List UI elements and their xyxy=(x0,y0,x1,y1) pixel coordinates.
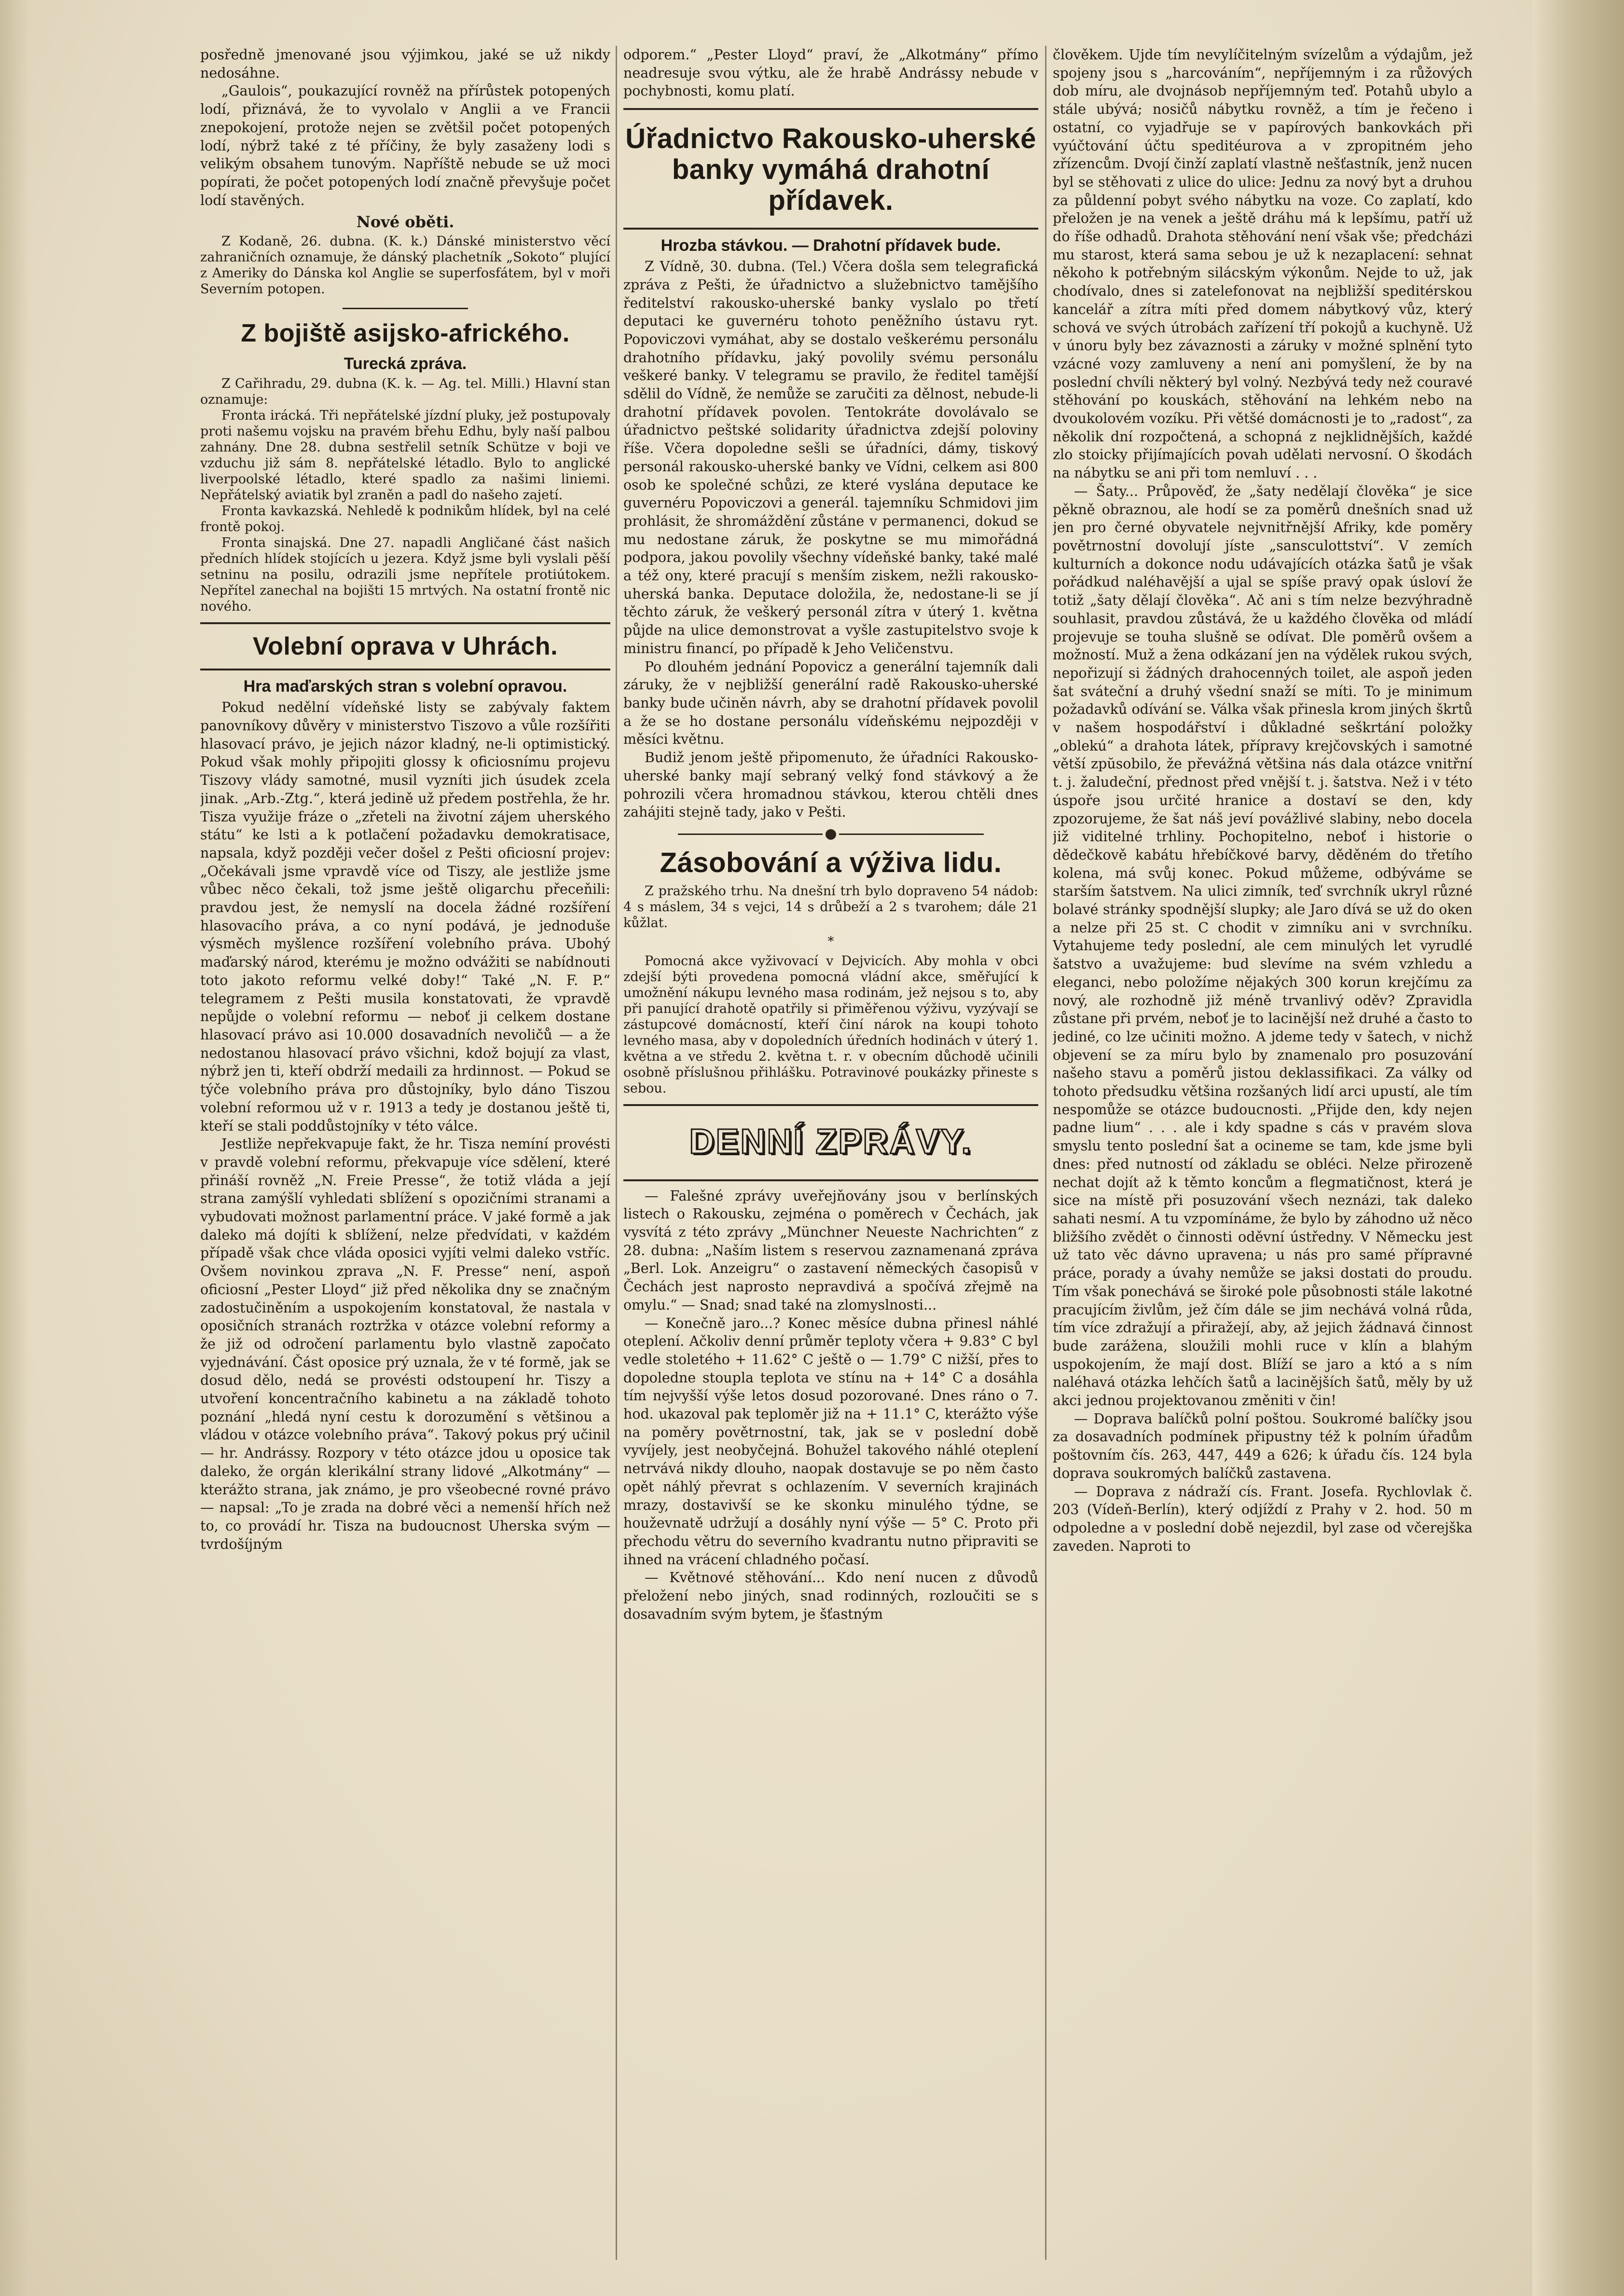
headline-box-uradnictvo xyxy=(623,108,1038,230)
doprava-nadrazi-item: — Doprava z nádraží cís. Frant. Josefa. Rychlovlak č. 203 (Vídeň-Berlín), který odjíždí z Prahy v 2. hod. 50 m odpoledne a v poslední době nejezdil, byl zase od včerejška zaveden. Naproti to xyxy=(1053,1483,1473,1554)
volebni-paragraph-1: Pokud nedělní vídeňské listy se zabývaly faktem panovníkovy důvěry v ministerstvo Tiszovo a vůle rozšířiti hlasovací právo, je jejich názor kladný, ne-li optimistický. Pokud však mohly připojiti glossy k oficiosnímu projevu Tiszovy vlády samotné, musil vyzníti jich úsudek zcela jinak. „Arb.-Ztg.“, která jedině už předem postřehla, že hr. Tisza využije fráze o „zřeteli na životní zájem uherského státu“ ke lsti a k potlačení požadavku demokratisace, napsala, když později večer došel z Pešti oficiosní projev: „Očekávali jsme vpravdě více od Tiszy, ale jestliže jsme vůbec něco čekali, tož jsme ještě oligarchu přeceňili: pravdou jest, že nemyslí na docela žádné rozšíření hlasovacího práva, a co nyní podává, je jednoduše výsměch myšlence rozšíření volebního práva. Ubohý maďarský národ, kterému je možno odvážiti se nabídnouti toto jakoto reformu velké doby!“ Také „N. F. P.“ telegramem z Pešti musila konstatovati, že vpravdě nepůjde o volební reformu — neboť ji celkem dostane hlasovací právo asi 10.000 dosavadních nevoličů — a že nedostanou hlasovací právo všichni, kdož bojují za vlast, nýbrž jen ti, kteří obdrží medaili za hrdinnost. — Pokud se týče volebního práva pro důstojníky, bylo dáno Tiszou volební reformou už v r. 1913 a tedy je dostanou ještě ti, kteří se stali poddůstojníky v této válce. xyxy=(200,699,610,1134)
column-1 xyxy=(200,46,610,2245)
column-3 xyxy=(1053,46,1473,2245)
headline-bojiste: Z bojiště asijsko-afrického. xyxy=(241,319,570,348)
konecne-jaro-item: — Konečně jaro...? Konec měsíce dubna přinesl náhlé oteplení. Ačkoliv denní průměr teploty včera + 9.83° C byl vedle stoletého + 11.62° C ještě o — 1.79° C nižší, přes to dopoledne stoupla teplota ve stínu na + 14° C a dosáhla tím nejvyšší výše letos dosud pozorované. Dnes ráno o 7. hod. ukazoval pak teploměr již na + 11.1° C, kterážto výše na poměry povětrnostní, tak, jak se v poslední době vyvíjely, jest neobyčejná. Bohužel takového náhlé oteplení netrvává nikdy dlouho, naopak dostavuje se po něm často opět náhlý převrat s ochlazením. V severních krajinách mrazy, dostavivší se ke skonku minulého týdne, se houževnatě udržují a dosáhly nyní výše — 5° C. Proto při přechodu větru do severního kvadrantu nutno připraviti se ihned na vrácení chladného počasí. xyxy=(623,1315,1038,1568)
subheading-nove-obeti: Nové oběti. xyxy=(356,213,454,232)
subheading-hrozba-stavkou: Hrozba stávkou. — Drahotní přídavek bude. xyxy=(661,236,1001,255)
page-binding-edge xyxy=(1532,0,1624,2296)
gaulois-paragraph: „Gaulois“, poukazující rovněž na přírůstek potopených lodí, přiznává, že to vyvolalo v Anglii a ve Francii znepokojení, protože nejen se zvětšil počet potopených lodí, nýbrž také z té příčiny, že byly zasaženy lodi s velikým obsahem tunovým. Napříště nebude se už moci popírati, že počet potopených lodí značně převyšuje počet lodí stavěných. xyxy=(200,83,610,208)
banka-paragraph-2: Po dlouhém jednání Popovicz a generální tajemník dali záruky, že v nejbližší generální radě Rakousko-uherské banky bude učiněn návrh, aby se drahotní přídavek povolil a že se ho dostane personálu vídeňskému nejpozději v měsíci květnu. xyxy=(623,658,1038,748)
subheading-hra-stran: Hra maďarských stran s volební opravou. xyxy=(243,677,567,696)
kvetnove-stehovani-item: — Květnové stěhování... Kdo není nucen z důvodů přeložení nebo jiných, snad rodinných, rozloučiti se s dosavadním svým bytem, je šťastným xyxy=(623,1570,1038,1622)
asterisk-separator: * xyxy=(827,934,834,949)
article-continuation-text: posředně jmenované jsou výjimkou, jaké se už nikdy nedosáhne. xyxy=(200,47,610,81)
banner-box-denni-zpravy xyxy=(623,1104,1038,1181)
fronta-kavkazska: Fronta kavkazská. Nehledě k podnikům hlídek, byl na celé frontě pokoj. xyxy=(200,504,610,535)
kodan-report: Z Kodaně, 26. dubna. (K. k.) Dánské ministerstvo věcí zahraničních oznamuje, že dánský plachetník „Sokoto“ plující z Ameriky do Dánska kol Anglie se superfosfátem, byl v moři Severním potopen. xyxy=(200,234,610,297)
stehovani-continuation: člověkem. Ujde tím nevylíčitelným svízelům a výdajům, jež spojeny jsou s „harcováním“, nepříjemným i za růžových dob míru, ale dvojnásob nepříjemným teď. Potahů ubylo a stále ubývá; nosičů nábytku rovněž, a tím je řečeno i ostatní, co vyjadřuje se v papírových bankovkách při vyúčtování účtu speditéurova a v zpropitném jeho zřízencům. Dvojí činží zaplatí vlastně nešťastník, jenž nucen byl se stěhovati z ulice do ulice: Jednu za nový byt a druhou za půldenní pobyt svého nábytku na voze. Co zaplatí, kdo přeložen je na venek a ještě dráhu má k lepšímu, patří už do říše odhadů. Drahota stěhování není však vše; předcházi mu starost, která sama sebou je už k nezaplacení: sehnat někoho k potřebným silácským výkonům. Nejde to už, jak chodívalo, dnes si zatelefonovat na nejbližší speditérskou kancelář a zítra míti před domem nábytkový vůz, který schová ve svých útrobách zařízení tří pokojů a kuchyně. Už v únoru byly bez závaznosti a záruky v možné splnění tyto vzácné vozy zamluveny a není ani pomyšlení, že by na poslední chvíli některý byl volný. Nezbývá tedy než couravé stěhování po kouskách, stěhování na lehkém nebo na dvoukolovém vozíku. Při většé domácnosti je to „radost“, za několik dní rozpočtená, a schopná z nejklidnějších, každé zlo stoicky přijímajících povah udělati nervosní. O škodách na nábytku se ani při tom nemluví . . . xyxy=(1053,47,1473,481)
banka-paragraph-1: Z Vídně, 30. dubna. (Tel.) Včera došla sem telegrafická zpráva z Pešti, že úřadnictvo a služebnictvo tamějšího ředitelství rakousko-uherské banky vyslalo po třetí deputaci ke guvernéru tohoto peněžního ústavu ryt. Popoviczovi vymáhat, aby se dostalo veškerému personálu drahotního přídavku, jaký povolily svému personálu veškeré banky. V telegramu se pravilo, že ředitel tamější sdělil do Vídně, že nemůže se zaručiti za dělnost, nebude-li drahotní přídavek povolen. Tentokráte dovolávalo se úřadnictvo peštské solidarity úřadnictva zdejší poloviny říše. Včera dopoledne sešli se úřadníci, dámy, tiskový personál rakousko-uherské banky ve Vídni, celkem asi 800 osob ke společné schůzi, ze které vyslána deputace ke guvernéru Popoviczovi a generál. tajemníku Schmidovi jim prohlásit, že shromáždění zůstáne v permanenci, dokud se mu nedostane záruk, že poskytne se mu mimořádná podpora, jakou povolily všechny vídeňské banky, také malé a též ony, které pracují s menším ziskem, nežli rakousko-uherská banka. Deputace doložila, že, nedostane-li se jí těchto záruk, že veškerý personál zítra v úterý 1. května půjde na ulice demonstrovat a vyšle zastupitelstvo svoje k ministru financí, po případě k Jeho Veličenstvu. xyxy=(623,259,1038,656)
headline-volebni-oprava: Volební oprava v Uhrách. xyxy=(252,632,558,661)
headline-zasobovani: Zásobování a výživa lidu. xyxy=(660,847,1002,878)
column-rule-right xyxy=(1045,46,1046,2260)
doprava-balicku-item: — Doprava balíčků polní poštou. Soukromé balíčky jsou za dosavadních podmínek připustny též k polním úřadům poštovním čís. 263, 447, 449 a 626; k úřadu čís. 124 byla doprava soukromých balíčků zastavena. xyxy=(1053,1410,1473,1481)
column-2 xyxy=(623,46,1038,2245)
pester-lloyd-continuation: odporem.“ „Pester Lloyd“ praví, že „Alkotmány“ přímo neadresuje svou výtku, ale že hrabě Andrássy nebude v pochybnosti, komu platí. xyxy=(623,47,1038,99)
subheading-turecka-zprava: Turecká zpráva. xyxy=(344,355,467,373)
banka-paragraph-3: Budiž jenom ještě připomenuto, že úřadníci Rakousko-uherské banky mají sebraný velký fond stávkový a že pohrozili včera hromadnou stávkou, kterou chtěli dnes zahájiti stejně tady, jako v Pešti. xyxy=(623,750,1038,820)
falesne-zpravy-item: — Falešné zprávy uveřejňovány jsou v berlínských listech o Rakousku, zejména o poměrech v Čechách, jak vysvítá z této zprávy „Münchner Neueste Nachrichten“ z 28. dubna: „Naším listem s reservou zaznamenaná zpráva „Berl. Lok. Anzeigru“ o zastavení německých časopisů v Čechách jest naprosto nepravdivá a spočívá zřejmě na omylu.“ — Snad; snad také na zlomyslnosti... xyxy=(623,1188,1038,1313)
fronta-sinajska: Fronta sinajská. Dne 27. napadli Angličané část našich předních hlídek stojících u jezera. Když jsme byli vyslali pěší setninu na posilu, odrazili jsme nepřítele protiútokem. Nepřítel zanechal na bojišti 15 mrtvých. Na ostatní frontě nic nového. xyxy=(200,535,610,615)
page-fold-shadow xyxy=(0,0,29,2296)
separator-rule xyxy=(343,308,468,309)
banner-denni-zpravy: DENNÍ ZPRÁVY. xyxy=(689,1122,973,1161)
carihrad-dateline: Z Cařihradu, 29. dubna (K. k. — Ag. tel. Milli.) Hlavní stan oznamuje: xyxy=(200,376,610,408)
volebni-paragraph-2: Jestliže nepřekvapuje fakt, že hr. Tisza nemíní provésti v pravdě volební reformu, překvapuje více sdělení, které přináší rovněž „N. Freie Presse“, že totiž vláda a její strana zamýšlí vyhledati sblížení s opozičními stranami a vybudovati možnost parlamentní práce. V jaké formě a jak daleko má dojíti k sblížení, nelze předvídati, v každém případě však chce vláda oposici vyjíti velmi daleko vstříc. Ovšem novinkou zprava „N. F. Presse“ není, aspoň oficiosní „Pester Lloyd“ již před několika dny se značným zadostučiněním a uspokojením konstatoval, že nastala v oposičních stranách roztržka v otázce volební reformy a že již od odročení parlamentu bylo vlastně započato vyjednávání. Část oposice prý uznala, že v té formě, jak se dosud dělo, nedá se provésti odstoupení hr. Tiszy a utvoření koncentračního kabinetu a na základě tohoto poznání „hledá nyní cestu k dorozumění s většinou a vládou v otázce volebního práva“. Takový pokus prý učinil — hr. Andrássy. Rozpory v této otázce jdou u oposice tak daleko, že orgán klerikální strany lidové „Alkotmány“ — kterážto strana, jak známo, je pro všeobecné rovné právo — napsal: „To je zrada na dobré věci a nemenší hřích než to, co provádí hr. Tisza na budoucnost Uherska svým — tvrdošíjným xyxy=(200,1136,610,1552)
prazsky-trh-report: Z pražského trhu. Na dnešní trh bylo dopraveno 54 nádob: 4 s máslem, 34 s vejci, 14 s drůbeží a 2 s tvarohem; dále 21 kůžlat. xyxy=(623,883,1038,930)
column-rule-left xyxy=(616,46,617,2260)
headline-box-volebni xyxy=(200,622,610,670)
saty-item: — Šaty... Průpověď, že „šaty nedělají člověka“ je sice pěkně obraznou, ale hodí se za poměrů dnešních snad už jen pro černé obyvatele nejvnitřnější Afriky, kde poměry povětrnostní dovolují jíste „sansculottství“. V zemích kulturních a dokonce nodu udávajících otázka šatů je však pořádkud naléhavější a ujal se spíše pravý opak úsloví že totiž „šaty dělají člověka“. Ač ani s tím nelze bezvýhradně souhlasit, pravdou zůstává, že u každého člověka od mládí projevuje se touha slušně se odívat. Dle poměrů ovšem a možností. Muž a žena odkázaní jen na výdělek rukou svých, nepořizují si žádných drahocenných toilet, ale aspoň jeden šat sváteční a druhý všední snaží se míti. To je minimum požadavků odívání se. Válka však přinesla krom jiných škrtů v našem hospodářství i důkladné seškrtání položky „oblekú“ a drahota látek, přípravy krejčovských i samotné větší zpŭsobilo, že převážná většina nás dala otázce vnitřní t. j. žaludeční, přednost před vnější t. j. šatstva. Než i v této úspoře jsou určité hranice a dostaví se den, kdy zpozorujeme, že šat náš jeví povážlivé slabiny, nebo docela již viditelné trhliny. Pochopitelno, neboť i historie o dědečkově kabátu hřebíčkové barvy, děděném do třetího kolena, má svůj konec. Pokud můžeme, odbýváme se starším šatstvem. Na ulici zimník, teď svrchník ukryl různé bolavé stránky spodnější slupky; ale Jaro dívá se už do oken a nelze při 25 st. C chodit v zimníku ani v svrchníku. Vytahujeme tedy poslední, ale cem minulých let vyrudlé šatstvo a uvažujeme: bud slevíme na svém vzhledu a eleganci, nebo položíme nějakých 300 korun krejčímu za nový, ale rozhodně již méně trvanlivý oděv? Zpravidla zůstane při prvém, neboť je to lacinější než druhé a často to jediné, co lze učiniti možno. A jdeme tedy v šatech, v nichž objevení se za míru bylo by znamenalo pro posuzování našeho stavu a poměrů jistou deklassifikaci. Za války od tohoto předsudku většina rozšaných lidí arci upustí, ale tím nespomůže se otázce budoucnosti. „Přijde den, kdy nejen padne lium“ . . . ale i kdy spadne s cás v pravém slova smyslu tento poslední šat a ocineme se tam, kde jsme byli dnes: před nutností od základu se obléci. Nelze přirozeně nechat dojít až k těmto koncům a flegmatičnost, která je sice na místě při posuzování všech neznázi, tak daleko sahati nesmí. A tu vzpomínáme, že bylo by záhodno už něco bližšího zvědět o činnosti oděvní ústředny. V Německu jest už tato věc dávno upravena; u nás pro samé přípravné práce, porady a úvahy nemůže se jaksi dostati do proudu. Tím však ponechává se široké pole působnosti stále lakotné pracujícím živlům, jež čím dále se jim nechává volná růda, tím více zdražují a přiražejí, aby, až jejich žádnavá činnost bude zarážena, sloužili mohli ruce v klín a blahým uspokojením, že mají dost. Blíží se jaro a któ a s ním naléhavá otázka lehčích šatů a lacinějších šatů, měly by už akci jednou projektovanou změniti v čin! xyxy=(1053,483,1473,1409)
fronta-iracka: Fronta irácká. Tři nepřátelské jízdní pluky, jež postupovaly proti našemu vojsku na pravém břehu Edhu, byly naší palbou zahnány. Dne 28. dubna sestřelil setník Schütze v boji ve vzduchu již sám 8. nepřátelské létadlo. Bylo to anglické liverpoolské létadlo, které spadlo za našimi liniemi. Nepřátelský aviatik byl zraněn a padl do našeho zajetí. xyxy=(200,408,610,503)
headline-uradnictvo: Úřadnictvo Rakousko-uherské banky vymáhá drahotní přídavek. xyxy=(625,123,1036,217)
ornament-divider xyxy=(623,829,1038,840)
pomocna-akce-report: Pomocná akce vyživovací v Dejvicích. Aby mohla v obci zdejší býti provedena pomocná vládní akce, směřující k umožnění nákupu levného masa rodinám, jež nejsou s to, aby při panující drahotě opatřily si přiměřenou výživu, vyzývají se zástupcové domácností, kteří činí nárok na koupi tohoto levného masa, aby v dopoledních úředních hodinách v úterý 1. května a ve středu 2. května t. r. v obecním důchodě učinili osobně příslušnou přihlášku. Potravinové poukázky přineste s sebou. xyxy=(623,953,1038,1096)
